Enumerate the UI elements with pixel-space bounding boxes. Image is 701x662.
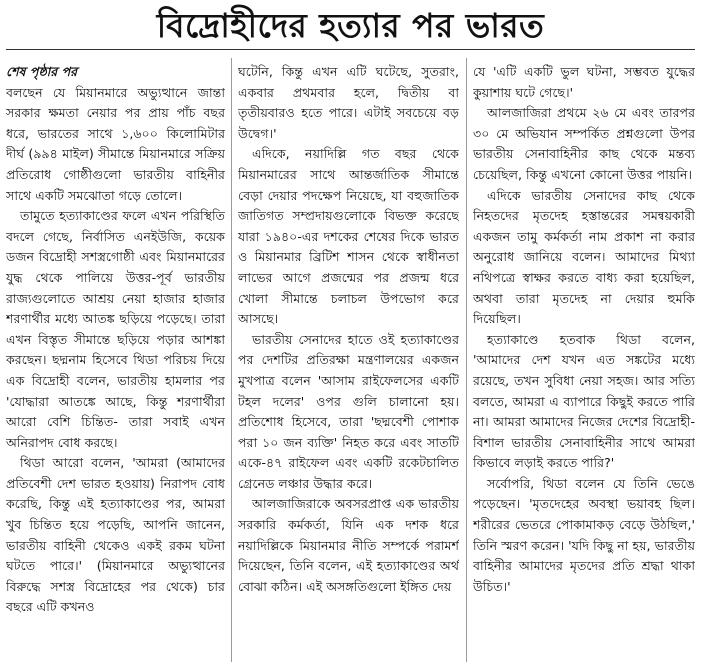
headline-rule	[6, 49, 695, 50]
paragraph: ঘটেনি, কিন্তু এখন এটি ঘটেছে, সুতরাং, একবার প্রথমবার হলে, দ্বিতীয় বা তৃতীয়বারও হতে পারে। এটাই সবচেয়ে বড় উদ্বেগ।'	[238, 64, 459, 141]
paragraph: তামুতে হত্যাকাণ্ডের ফলে এখন পরিস্থিতি বদলে গেছে, নির্বাসিত এনইউজি, কয়েক ডজন বিদ্রোহী সশস্ত্রগোষ্ঠী এবং মিয়ানমারের যুদ্ধ থেকে পালিয়ে উত্তর-পূর্ব ভারতীয় রাজ্যগুলোতে আশ্রয় নেয়া হাজার হাজার শরণার্থীর মধ্যে আতঙ্ক ছড়িয়ে পড়েছে। তারা এখন বিস্তৃত সীমান্তে ছড়িয়ে পড়ার আশঙ্কা করছেন। ছদ্মনাম হিসেবে থিডা পরিচয় দিয়ে এক বিদ্রোহী বলেন, ভারতীয় হামলার পর 'যোদ্ধারা আতঙ্কে আছে, কিন্তু শরণার্থীরা আরো বেশি চিন্তিত- তারা সবাই এখন অনিরাপদ বোধ করছে।	[6, 208, 225, 450]
paragraph: আলজাজিরাকে অবসরপ্রাপ্ত এক ভারতীয় সরকারি কর্মকর্তা, যিনি এক দশক ধরে নয়াদিল্লিকে মিয়ানমার নীতি সম্পর্কে পরামর্শ দিয়েছেন, তিনি বলেন, এই হত্যাকাণ্ডের অর্থ বোঝা কঠিন। এই অসঙ্গতিগুলো ইঙ্গিত দেয়	[238, 496, 459, 594]
column-divider-1	[231, 58, 232, 662]
article-column-1	[6, 62, 225, 662]
paragraph: বলছেন যে মিয়ানমারে অভ্যুত্থানে জান্তা সরকার ক্ষমতা নেয়ার পর প্রায় পাঁচ বছর ধরে, ভারতের সাথে ১,৬০০ কিলোমিটার দীর্ঘ (৯৯৪ মাইল) সীমান্তে মিয়ানমারে সক্রিয় প্রতিরোধ গোষ্ঠীগুলো ভারতীয় বাহিনীর সাথে একটি সমঝোতা গড়ে তোলে।	[6, 84, 225, 203]
paragraph: সর্বোপরি, থিডা বলেন যে তিনি ভেঙে পড়েছেন। 'মৃতদেহের অবস্থা ভয়াবহ ছিল। শরীরের ভেতরে পোকামাকড় বেড়ে উঠছিল,' তিনি স্মরণ করেন। 'যদি কিছু না হয়, ভারতীয় বাহিনীর আমাদের মৃতদের প্রতি শ্রদ্ধা থাকা উচিত।'	[473, 475, 695, 594]
paragraph: যে 'এটি একটি ভুল ঘটনা, সম্ভবত যুদ্ধের কুয়াশায় ঘটে গেছে।'	[473, 64, 695, 100]
paragraph: থিডা আরো বলেন, 'আমরা (আমাদের প্রতিবেশী দেশ ভারত হওয়ায়) নিরাপদ বোধ করেছি, কিন্তু এই হত্যাকাণ্ডের পর, আমরা খুব চিন্তিত হয়ে পড়েছি, আপনি জানেন, ভারতীয় বাহিনী থেকেও একই রকম ঘটনা ঘটতে পারে।' (মিয়ানমারে অভ্যুত্থানের বিরুদ্ধে সশস্ত্র বিদ্রোহের পর থেকে) চার বছরে এটি কখনও	[6, 455, 225, 615]
article-column-2	[238, 62, 459, 662]
article-column-3	[473, 62, 695, 662]
paragraph: আলজাজিরা প্রথমে ২৬ মে এবং তারপর ৩০ মে অভিযান সম্পর্কিত প্রশ্নগুলো উপর ভারতীয় সেনাবাহিনীর কাছ থেকে মন্তব্য চেয়েছিল, কিন্তু এখনো কোনো উত্তর পায়নি।	[473, 105, 695, 182]
paragraph: এদিকে, নয়াদিল্লি গত বছর থেকে মিয়ানমারের সাথে আন্তর্জাতিক সীমান্তে বেড়া দেয়ার পদক্ষেপ নিয়েছে, যা বহুজাতিক জাতিগত সম্প্রদায়গুলোকে বিভক্ত করেছে যারা ১৯৪০-এর দশকের শেষের দিকে ভারত ও মিয়ানমার ব্রিটিশ শাসন থেকে স্বাধীনতা লাভের আগে প্রজন্মের পর প্রজন্ম ধরে খোলা সীমান্তে চলাচল উপভোগ করে আসছে।	[238, 146, 459, 327]
column-divider-2	[466, 58, 467, 662]
headline: বিদ্রোহীদের হত্যার পর ভারত	[156, 6, 545, 45]
paragraph: ভারতীয় সেনাদের হাতে ওই হত্যাকাণ্ডের পর দেশটির প্রতিরক্ষা মন্ত্রণালয়ের একজন মুখপাত্র বলেন 'আসাম রাইফেলসের একটি টহল দলের' ওপর গুলি চালানো হয়। প্রতিশোধ হিসেবে, তারা 'ছদ্মবেশী পোশাক পরা ১০ জন ব্যক্তি' নিহত করে এবং সাতটি একে-৪৭ রাইফেল এবং একটি রকেটচালিত গ্রেনেড লঞ্চার উদ্ধার করে।	[238, 331, 459, 491]
continued-kicker: শেষ পৃষ্ঠার পর	[6, 64, 78, 79]
paragraph: হত্যাকাণ্ডে হতবাক থিডা বলেন, 'আমাদের দেশ যখন এত সঙ্কটের মধ্যে রয়েছে, তখন সুবিধা নেয়া সহজ। আর সত্যি বলতে, আমরা এ ব্যাপারে কিছুই করতে পারি না। আমরা আমাদের নিজের দেশের বিদ্রোহী- বিশাল ভারতীয় সেনাবাহিনীর সাথে আমরা কিভাবে লড়াই করতে পারি?'	[473, 331, 695, 471]
paragraph: এদিকে ভারতীয় সেনাদের কাছ থেকে নিহতদের মৃতদেহ হস্তান্তরের সমন্বয়কারী একজন তামু কর্মকর্তা নাম প্রকাশ না করার অনুরোধ জানিয়ে বলেন। আমাদের মিথ্যা নথিপত্রে স্বাক্ষর করতে বাধ্য করা হয়েছিল, অথবা তারা মৃতদেহ না দেয়ার হুমকি দিয়েছিল।	[473, 187, 695, 327]
